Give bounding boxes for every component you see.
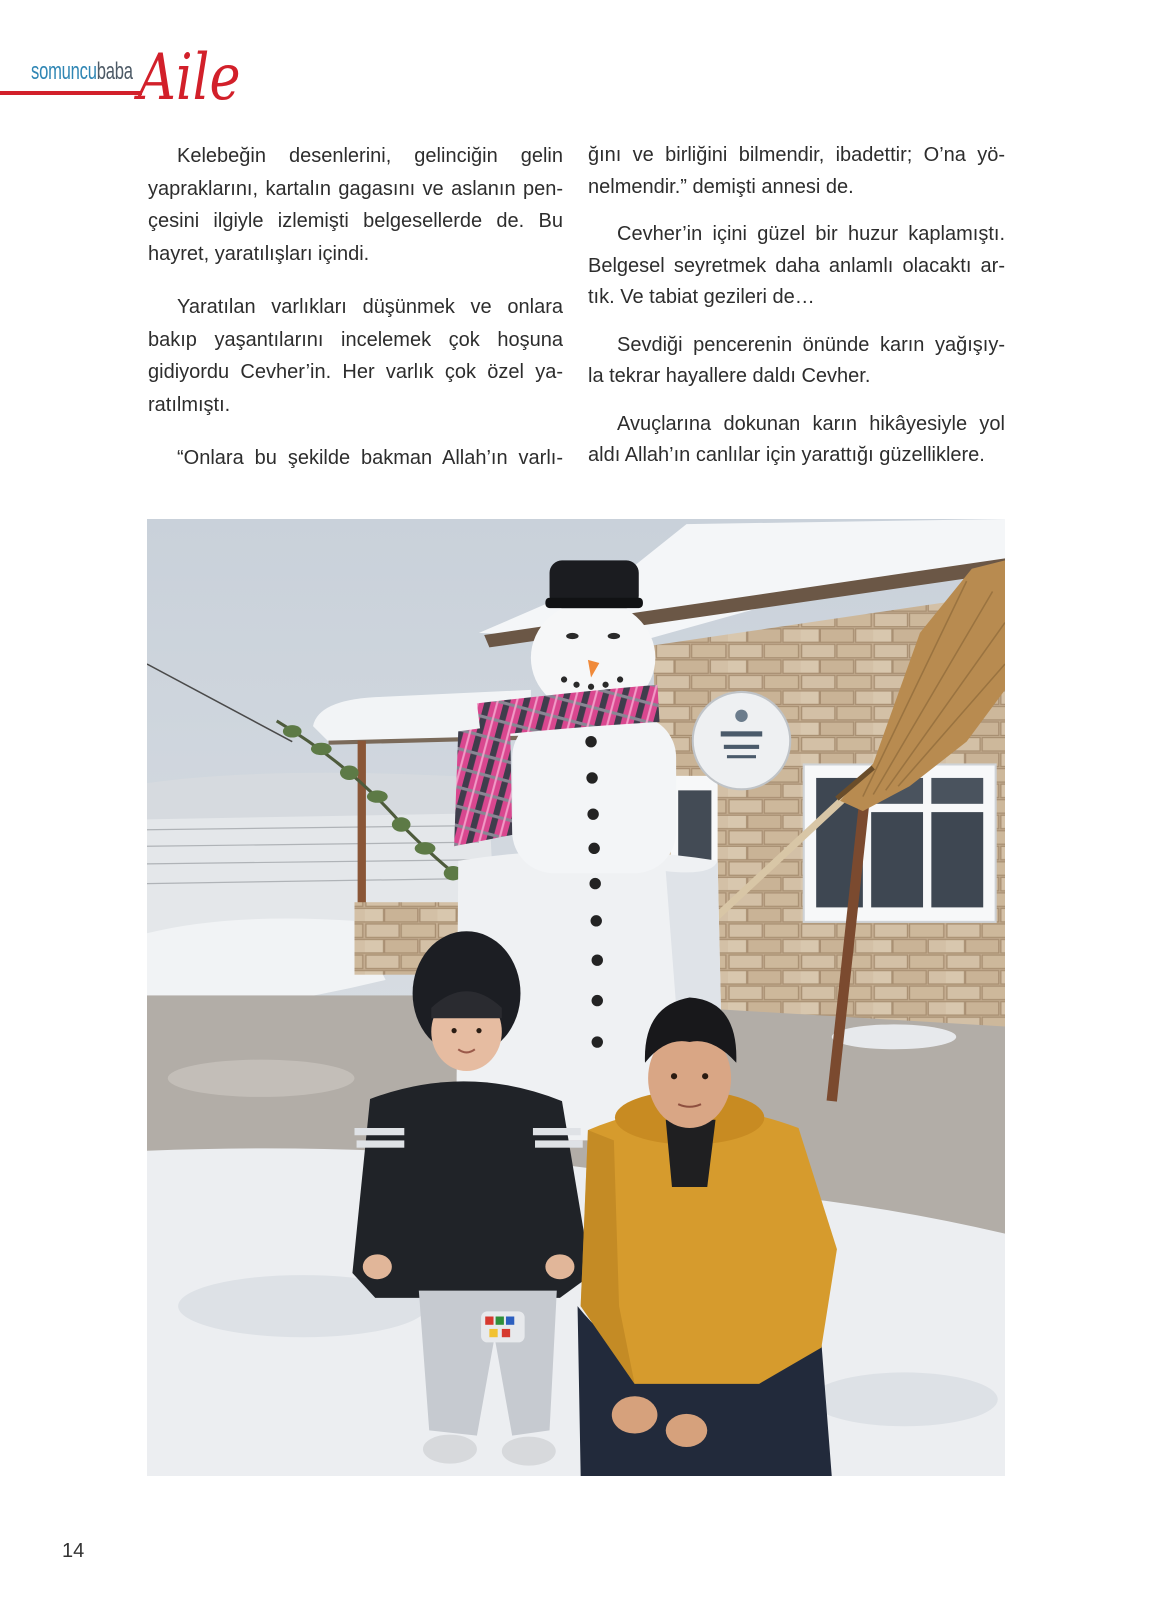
eye bbox=[671, 1073, 677, 1079]
header-rule bbox=[0, 91, 142, 95]
text-line: nelmendir.” demişti annesi de. bbox=[588, 175, 854, 198]
text-column-left bbox=[148, 140, 563, 496]
eye bbox=[452, 1028, 457, 1033]
shoe bbox=[502, 1437, 556, 1466]
paragraph bbox=[588, 409, 1005, 472]
dark-shirt bbox=[666, 1120, 716, 1187]
text-line: Cevher’in içini güzel bir huzur kaplamıştı. bbox=[617, 223, 1005, 245]
text-line: yapraklarını, kartalın gagasını ve aslanın pen- bbox=[148, 177, 563, 200]
snowman-scarf-tail bbox=[454, 724, 512, 846]
paragraph bbox=[588, 330, 1005, 393]
text-line: Kelebeğin desenlerini, gelinciğin gelin bbox=[177, 145, 563, 167]
eye bbox=[476, 1028, 481, 1033]
ground-patch bbox=[168, 1060, 355, 1097]
paragraph bbox=[588, 219, 1005, 314]
text-line: gidiyordu Cevher’in. Her varlık çok özel ya- bbox=[148, 361, 563, 383]
text-line: tık. Ve tabiat gezileri de… bbox=[588, 286, 815, 308]
section-title: Aile bbox=[138, 41, 241, 115]
text-line: çesini ilgiyle izlemişti belgesellerde de. Bu bbox=[148, 210, 563, 232]
text-line: “Onlara bu şekilde bakman Allah’ın varlı- bbox=[177, 447, 563, 469]
logo-part-baba: baba bbox=[96, 58, 133, 85]
text-line: Yaratılan varlıkları düşünmek ve onlara bbox=[177, 296, 563, 318]
text-line: Avuçlarına dokunan karın hikâyesiyle yol bbox=[617, 412, 1005, 435]
logo-part-somuncu: somuncu bbox=[31, 58, 97, 85]
page-number: 14 bbox=[62, 1540, 85, 1562]
text-line: bakıp yaşantılarını incelemek çok hoşuna bbox=[148, 328, 563, 351]
sleeve-stripe bbox=[533, 1128, 581, 1135]
hand bbox=[612, 1396, 658, 1433]
paragraph bbox=[588, 140, 1005, 203]
sleeve-stripe bbox=[535, 1140, 583, 1147]
text-line: ğını ve birliğini bilmendir, ibadettir; O’na yö- bbox=[588, 144, 1005, 166]
sleeve-stripe bbox=[357, 1140, 405, 1147]
sleeve-stripe bbox=[354, 1128, 404, 1135]
text-line: Belgesel seyretmek daha anlamlı olacaktı ar- bbox=[588, 254, 1005, 277]
photo-illustration bbox=[147, 519, 1005, 1476]
satellite-dish bbox=[693, 692, 791, 789]
eye bbox=[702, 1073, 708, 1079]
magazine-logo bbox=[31, 58, 133, 86]
text-line: ratılmıştı. bbox=[148, 393, 231, 416]
paragraph bbox=[148, 140, 563, 270]
snowman-eye bbox=[566, 633, 578, 639]
snow-shadow bbox=[811, 1372, 998, 1426]
snowman-hat-brim bbox=[545, 598, 643, 608]
pants-patch bbox=[481, 1311, 525, 1342]
hand bbox=[545, 1254, 574, 1279]
photo-snowman-children bbox=[147, 519, 1005, 1476]
paragraph bbox=[148, 291, 563, 421]
hand bbox=[363, 1254, 392, 1279]
text-line: Sevdiği pencerenin önünde karın yağışıy- bbox=[617, 333, 1005, 356]
paragraph bbox=[148, 442, 563, 475]
snow-patch bbox=[832, 1024, 956, 1049]
text-line: la tekrar hayallere daldı Cevher. bbox=[588, 365, 871, 387]
hand bbox=[666, 1414, 707, 1447]
snowman-eye bbox=[608, 633, 620, 639]
shoe bbox=[423, 1435, 477, 1464]
text-line: hayret, yaratılışları içindi. bbox=[148, 242, 370, 265]
text-column-right bbox=[588, 140, 1005, 488]
text-line: aldı Allah’ın canlılar için yarattığı güzelliklere. bbox=[588, 444, 985, 466]
